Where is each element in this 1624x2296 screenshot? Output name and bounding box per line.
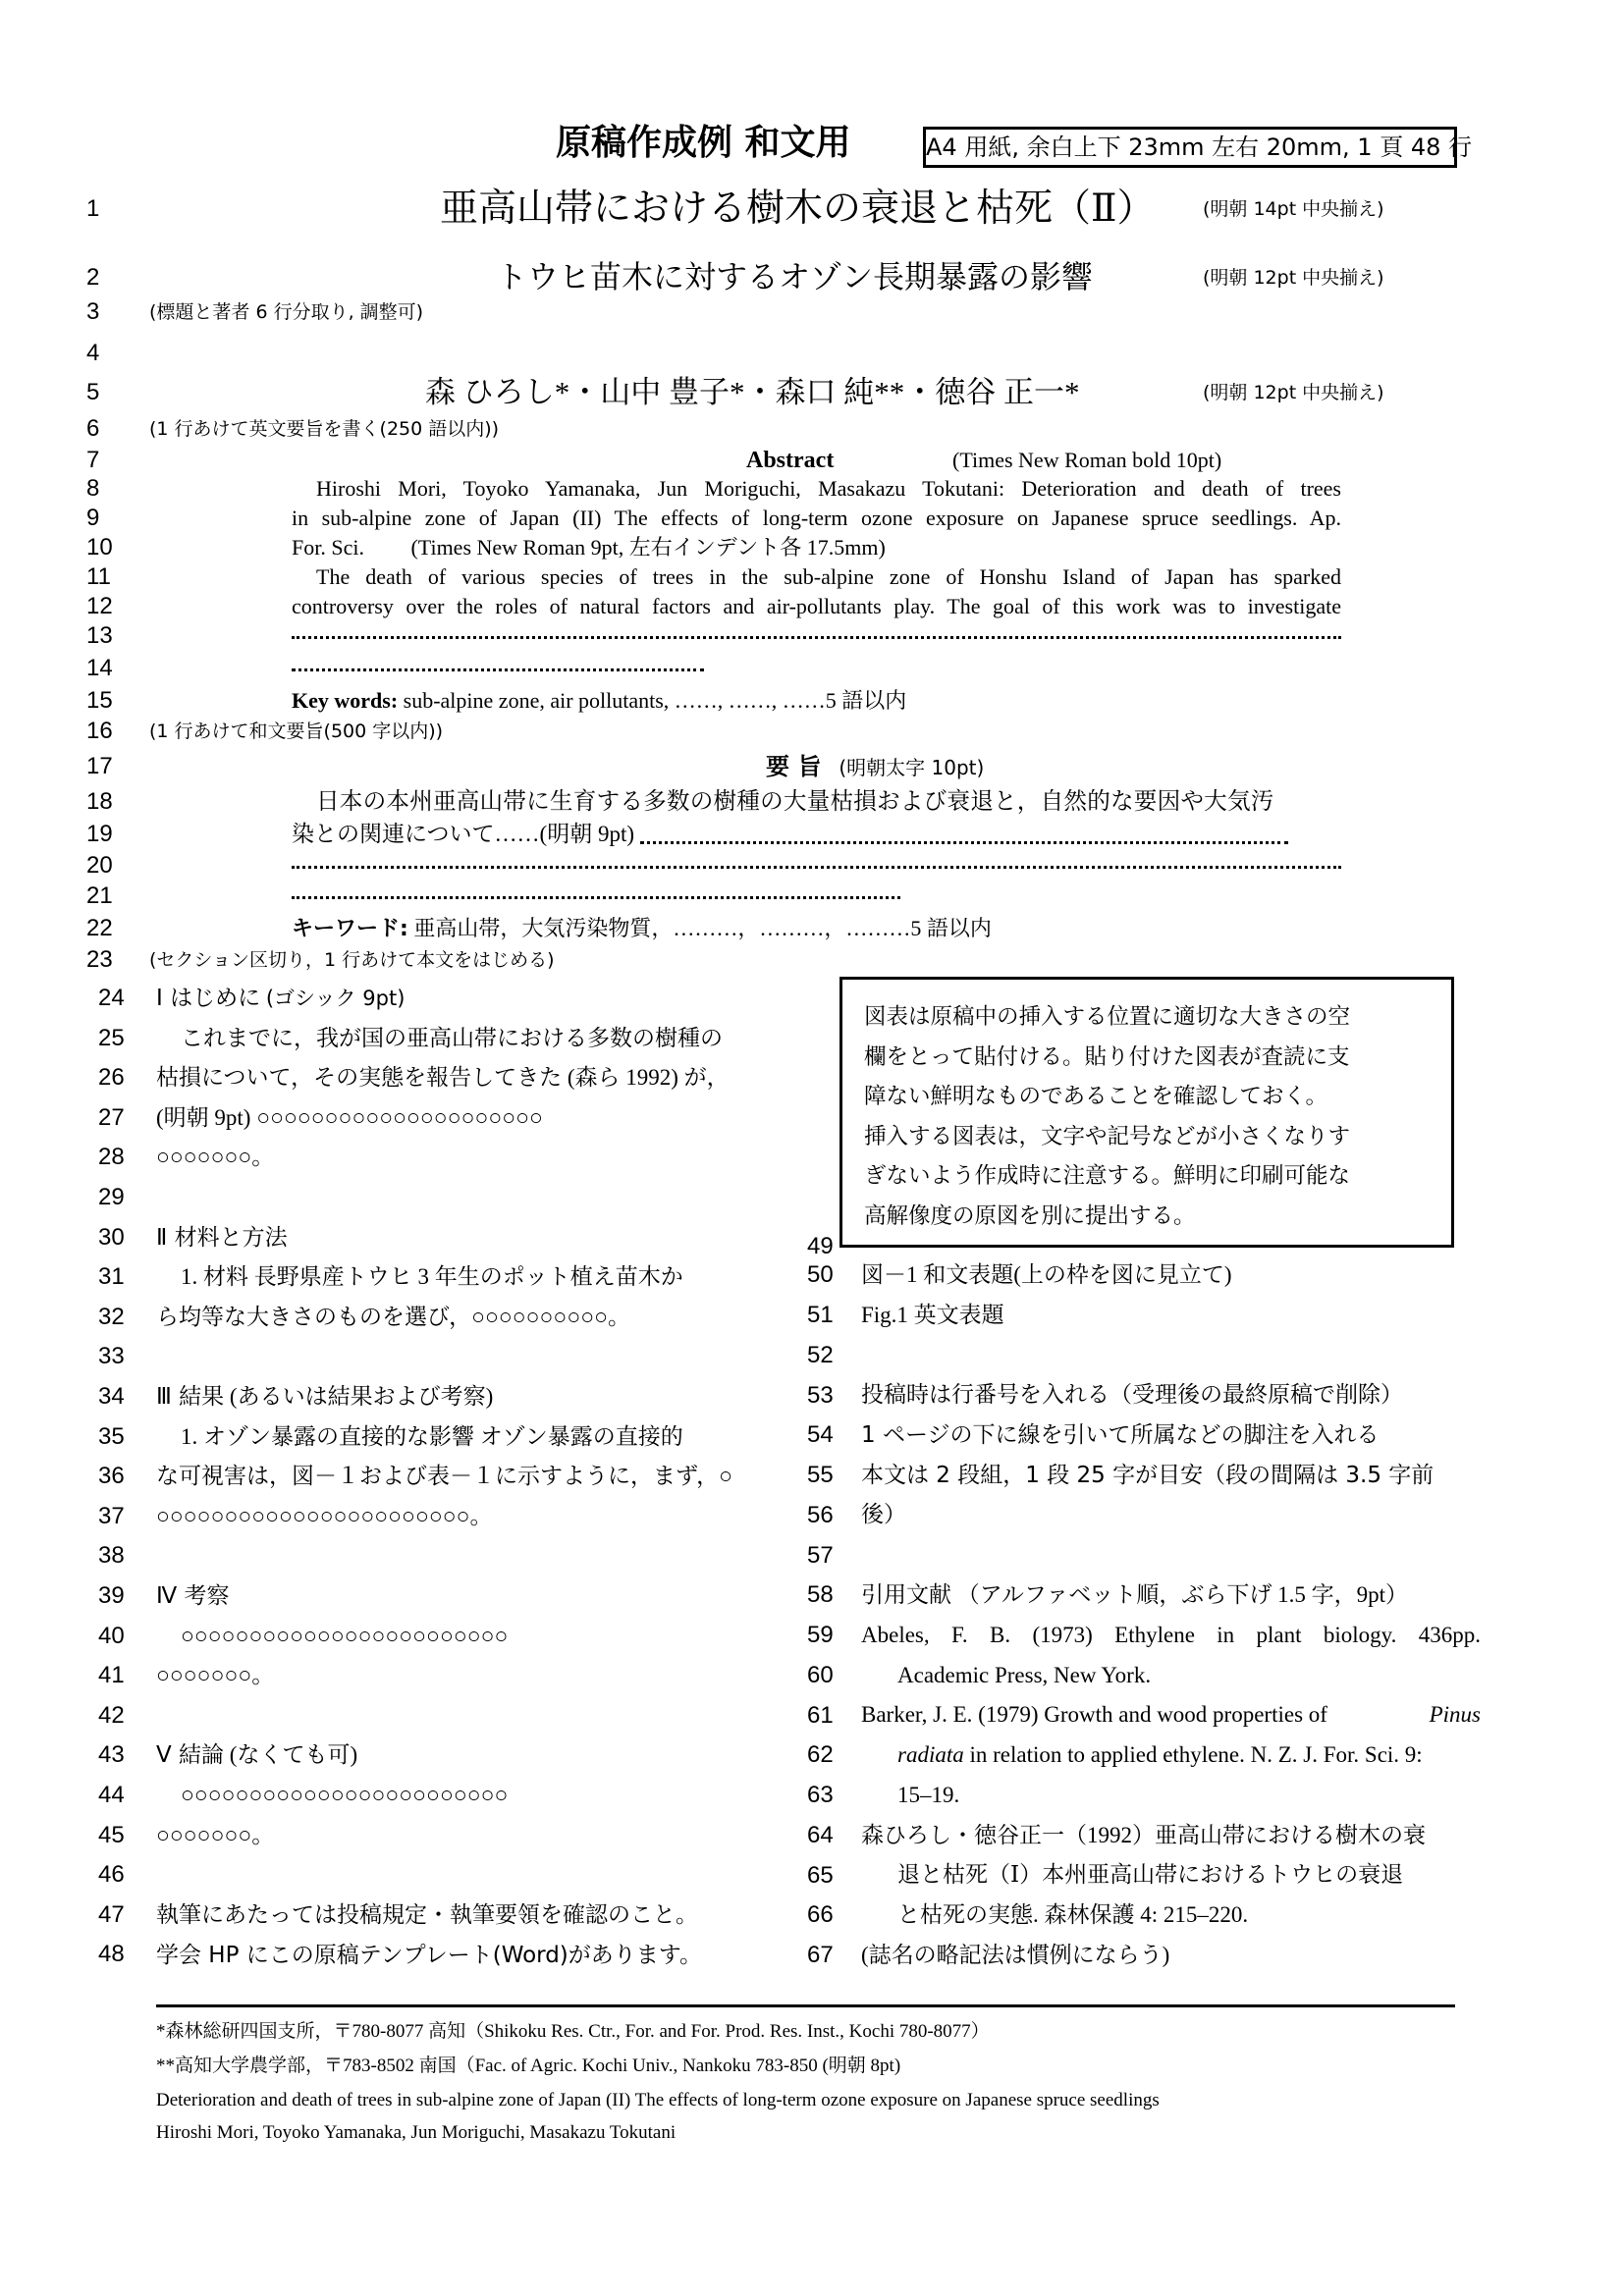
reference-text: Barker, J. E. (1979) Growth and wood properties of bbox=[861, 1702, 1327, 1727]
guideline-note: 執筆にあたっては投稿規定・執筆要領を確認のこと。 bbox=[156, 1902, 698, 1928]
line-number: 60 bbox=[807, 1661, 834, 1688]
abstract-line: The death of various species of trees in the sub-alpine zone of Honshu Island of Japan has sparked bbox=[316, 564, 1341, 589]
line-number: 44 bbox=[98, 1782, 125, 1808]
section-heading-note: (なくても可) bbox=[229, 1742, 358, 1767]
section-break-note: (セクション区切り，1 行あけて本文をはじめる) bbox=[149, 949, 555, 971]
line-number: 66 bbox=[807, 1901, 834, 1929]
line-number: 47 bbox=[98, 1900, 125, 1928]
japanese-abstract-line: 日本の本州亜高山帯に生育する多数の樹種の大量枯損および衰退と，自然的な要因や大気汚 bbox=[316, 789, 1274, 815]
section-heading-note: (あるいは結果および考察) bbox=[229, 1384, 494, 1409]
line-number: 53 bbox=[807, 1381, 834, 1409]
line-number: 43 bbox=[98, 1741, 125, 1769]
japanese-abstract-line bbox=[292, 820, 1288, 849]
line-number: 19 bbox=[86, 821, 113, 847]
paper-subtitle-note: (明朝 12pt 中央揃え) bbox=[1203, 267, 1384, 289]
reference-species: radiata bbox=[897, 1742, 964, 1767]
paper-subtitle: トウヒ苗木に対するオゾン長期暴露の影響 bbox=[496, 259, 1094, 294]
line-number: 49 bbox=[807, 1233, 834, 1259]
abstract-format-note: (Times New Roman 9pt, 左右インデント各 17.5mm) bbox=[410, 535, 886, 560]
keywords-value: sub-alpine zone, air pollutants, ……, ……, ……5 語以内 bbox=[403, 688, 907, 713]
body-line: ○○○○○○○。 bbox=[156, 1823, 275, 1847]
line-number: 50 bbox=[807, 1261, 834, 1288]
abstract-line: controversy over the roles of natural factors and air-pollutants play. The goal of this work was to investigate bbox=[292, 594, 1341, 618]
keywords-label: Key words: bbox=[292, 688, 399, 713]
line-number: 27 bbox=[98, 1103, 125, 1131]
line-number: 20 bbox=[86, 852, 113, 879]
line-number: 37 bbox=[98, 1502, 125, 1529]
authors: 森 ひろし*・山中 豊子*・森口 純**・徳谷 正一* bbox=[425, 375, 1080, 409]
japanese-abstract-heading-note: (明朝太字 10pt) bbox=[839, 756, 985, 779]
line-number: 52 bbox=[807, 1341, 834, 1368]
line-number: 54 bbox=[807, 1421, 834, 1449]
japanese-abstract-heading-row bbox=[766, 752, 984, 781]
body-line: 1. オゾン暴露の直接的な影響 オゾン暴露の直接的 bbox=[181, 1424, 683, 1449]
section-heading-text: Ⅲ 結果 bbox=[156, 1384, 225, 1410]
figure-box-line: 障ない鮮明なものであることを確認しておく。 bbox=[864, 1084, 1328, 1109]
line-number: 1 bbox=[86, 195, 100, 222]
column-note-cont: 後） bbox=[861, 1502, 906, 1527]
figure-caption-ja: 図－1 和文表題(上の枠を図に見立て) bbox=[861, 1262, 1232, 1287]
line-number: 45 bbox=[98, 1821, 125, 1848]
line-number: 32 bbox=[98, 1303, 125, 1330]
placeholder-dots bbox=[640, 828, 1288, 844]
body-line: ○○○○○○○○○○○○○○○○○○○○○○○○ bbox=[181, 1624, 509, 1648]
abstract-line: in sub-alpine zone of Japan (II) The effects of long-term ozone exposure on Japanese spruce seedlings. Ap. bbox=[292, 506, 1341, 530]
line-number: 39 bbox=[98, 1582, 125, 1609]
figure-box-line: 欄をとって貼付ける。貼り付けた図表が査読に支 bbox=[864, 1043, 1350, 1070]
line-number: 59 bbox=[807, 1622, 834, 1648]
line-number: 16 bbox=[86, 718, 113, 744]
reference-line: Abeles, F. B. (1973) Ethylene in plant biology. 436pp. bbox=[861, 1623, 1481, 1647]
column-note: 本文は 2 段組，1 段 25 字が目安（段の間隔は 3.5 字前 bbox=[861, 1463, 1435, 1488]
line-number: 29 bbox=[98, 1184, 125, 1210]
reference-line: 退と枯死（Ⅰ）本州亜高山帯におけるトウヒの衰退 bbox=[897, 1862, 1404, 1887]
line-number: 55 bbox=[807, 1462, 834, 1488]
template-title: 原稿作成例 和文用 bbox=[556, 123, 851, 163]
japanese-abstract-placeholder-dots bbox=[292, 852, 1341, 869]
section-heading-methods: Ⅱ 材料と方法 bbox=[156, 1225, 288, 1251]
reference-line: 森ひろし・徳谷正一（1992）亜高山帯における樹木の衰 bbox=[861, 1823, 1426, 1847]
line-number: 4 bbox=[86, 340, 100, 366]
line-number: 41 bbox=[98, 1662, 125, 1689]
paper-title: 亜高山帯における樹木の衰退と枯死（Ⅱ） bbox=[440, 187, 1156, 230]
line-number: 2 bbox=[86, 264, 100, 291]
authors-note: (明朝 12pt 中央揃え) bbox=[1203, 382, 1384, 403]
body-line: これまでに，我が国の亜高山帯における多数の樹種の bbox=[181, 1026, 723, 1050]
abstract-line bbox=[292, 533, 886, 562]
japanese-abstract-line-text: 染との関連について……(明朝 9pt) bbox=[292, 822, 634, 846]
reference-line: と枯死の実態. 森林保護 4: 215–220. bbox=[897, 1902, 1249, 1927]
japanese-abstract-placeholder-dots bbox=[292, 882, 900, 899]
line-number: 64 bbox=[807, 1821, 834, 1848]
abstract-placeholder-dots bbox=[292, 622, 1341, 639]
reference-species: Pinus bbox=[1429, 1702, 1481, 1727]
reference-line bbox=[861, 1700, 1481, 1730]
body-line: ○○○○○○○。 bbox=[156, 1145, 275, 1169]
line-number: 35 bbox=[98, 1422, 125, 1450]
body-line: な可視害は，図－１および表－１に示すように，まず，○ bbox=[156, 1464, 733, 1488]
footnote-english-title: Deterioration and death of trees in sub-alpine zone of Japan (II) The effects of long-term ozone exposure on Japanese spruce seedlings bbox=[156, 2090, 1160, 2110]
references-heading-note: （アルファベット順，ぶら下げ 1.5 字，9pt） bbox=[956, 1582, 1409, 1607]
line-number: 21 bbox=[86, 882, 113, 909]
japanese-abstract-heading: 要 旨 bbox=[766, 753, 822, 780]
japanese-keywords-value: 亜高山帯，大気汚染物質，………，………，………5 語以内 bbox=[413, 916, 992, 940]
footnote-rule bbox=[156, 2004, 1455, 2007]
line-number: 34 bbox=[98, 1383, 125, 1410]
line-number: 6 bbox=[86, 415, 100, 442]
footnote-affiliation-2: **高知大学農学部，〒783-8502 南国（Fac. of Agric. Kochi Univ., Nankoku 783-850 (明朝 8pt) bbox=[156, 2056, 901, 2076]
line-number: 51 bbox=[807, 1302, 834, 1328]
body-line: ○○○○○○○。 bbox=[156, 1663, 275, 1687]
figure-box-line: ぎないよう作成時に注意する。鮮明に印刷可能な bbox=[864, 1163, 1351, 1189]
figure-box-line: 図表は原稿中の挿入する位置に適切な大きさの空 bbox=[864, 1004, 1351, 1030]
line-number: 30 bbox=[98, 1223, 125, 1251]
line-number: 24 bbox=[98, 985, 125, 1011]
reference-line: Academic Press, New York. bbox=[897, 1663, 1152, 1687]
abstract-keywords bbox=[292, 686, 906, 716]
abstract-line-text: For. Sci. bbox=[292, 535, 364, 560]
line-number: 42 bbox=[98, 1701, 125, 1729]
line-number: 5 bbox=[86, 379, 100, 405]
line-number: 61 bbox=[807, 1701, 834, 1729]
line-number: 46 bbox=[98, 1861, 125, 1889]
japanese-keywords-label: キーワード: bbox=[292, 917, 408, 941]
section-heading-conclusion bbox=[156, 1740, 357, 1770]
japanese-keywords bbox=[292, 914, 992, 943]
line-number: 31 bbox=[98, 1263, 125, 1291]
reference-line bbox=[897, 1740, 1423, 1770]
section-heading-discussion: Ⅳ 考察 bbox=[156, 1583, 230, 1609]
line-number: 8 bbox=[86, 475, 100, 502]
line-number: 15 bbox=[86, 687, 113, 714]
line-number: 13 bbox=[86, 622, 113, 649]
reference-line: 15–19. bbox=[897, 1783, 960, 1807]
line-number: 18 bbox=[86, 788, 113, 815]
line-number: 12 bbox=[86, 593, 113, 619]
line-number: 48 bbox=[98, 1941, 125, 1968]
abstract-placeholder-dots bbox=[292, 655, 704, 671]
body-line: 1. 材料 長野県産トウヒ 3 年生のポット植え苗木か bbox=[181, 1264, 683, 1289]
line-number: 65 bbox=[807, 1861, 834, 1889]
figure-placeholder-box bbox=[839, 977, 1454, 1248]
reference-text: in relation to applied ethylene. N. Z. J. For. Sci. 9: bbox=[963, 1742, 1423, 1767]
line-number: 40 bbox=[98, 1622, 125, 1649]
paper-title-note: (明朝 14pt 中央揃え) bbox=[1203, 198, 1384, 220]
title-spacing-note: (標題と著者 6 行分取り, 調整可) bbox=[149, 301, 424, 323]
line-number: 14 bbox=[86, 655, 113, 681]
japanese-abstract-instruction: (1 行あけて和文要旨(500 字以内)) bbox=[149, 721, 444, 742]
abstract-instruction: (1 行あけて英文要旨を書く(250 語以内)) bbox=[149, 418, 500, 440]
references-heading-text: 引用文献 bbox=[861, 1582, 951, 1608]
line-number: 63 bbox=[807, 1782, 834, 1808]
footnote-note: 1 ページの下に線を引いて所属などの脚注を入れる bbox=[861, 1422, 1380, 1448]
body-line: 枯損について，その実態を報告してきた (森ら 1992) が， bbox=[156, 1065, 730, 1090]
figure-caption-en: Fig.1 英文表題 bbox=[861, 1303, 1004, 1327]
abstract-heading-note: (Times New Roman bold 10pt) bbox=[952, 448, 1222, 472]
body-line: ら均等な大きさのものを選び，○○○○○○○○○○。 bbox=[156, 1305, 631, 1329]
abstract-heading: Abstract bbox=[746, 448, 835, 473]
figure-box-line: 高解像度の原図を別に提出する。 bbox=[864, 1202, 1196, 1229]
line-number: 58 bbox=[807, 1581, 834, 1609]
line-number: 56 bbox=[807, 1501, 834, 1528]
template-note: 学会 HP にこの原稿テンプレート(Word)があります。 bbox=[156, 1943, 702, 1968]
figure-box-line: 挿入する図表は，文字や記号などが小さくなりす bbox=[864, 1123, 1351, 1149]
line-number: 11 bbox=[86, 563, 111, 590]
line-number: 9 bbox=[86, 505, 100, 531]
line-number: 17 bbox=[86, 753, 113, 779]
line-number: 22 bbox=[86, 915, 113, 941]
line-number: 28 bbox=[98, 1144, 125, 1171]
line-number: 25 bbox=[98, 1024, 125, 1051]
section-heading-intro bbox=[156, 984, 405, 1013]
reference-note: (誌名の略記法は慣例にならう) bbox=[861, 1943, 1170, 1967]
line-number: 3 bbox=[86, 298, 100, 325]
footnote-english-authors: Hiroshi Mori, Toyoko Yamanaka, Jun Moriguchi, Masakazu Tokutani bbox=[156, 2122, 677, 2143]
line-number: 23 bbox=[86, 946, 113, 973]
format-spec-box: A4 用紙, 余白上下 23mm 左右 20mm, 1 頁 48 行 bbox=[923, 127, 1457, 168]
section-heading-text: Ⅰ はじめに bbox=[156, 986, 261, 1011]
line-number: 36 bbox=[98, 1463, 125, 1490]
line-number: 38 bbox=[98, 1542, 125, 1570]
line-number: 67 bbox=[807, 1942, 834, 1968]
body-line: (明朝 9pt) ○○○○○○○○○○○○○○○○○○○○○ bbox=[156, 1105, 543, 1130]
line-number: 33 bbox=[98, 1343, 125, 1370]
section-heading-note: (ゴシック 9pt) bbox=[265, 987, 406, 1010]
line-number: 62 bbox=[807, 1741, 834, 1769]
line-number: 26 bbox=[98, 1064, 125, 1092]
section-heading-text: Ⅴ 結論 bbox=[156, 1742, 225, 1768]
footnote-affiliation-1: *森林総研四国支所，〒780-8077 高知（Shikoku Res. Ctr., For. and For. Prod. Res. Inst., Kochi 780-8077） bbox=[156, 2021, 990, 2042]
section-heading-results bbox=[156, 1382, 493, 1412]
figure-box-text bbox=[864, 997, 1350, 1236]
line-number: 10 bbox=[86, 534, 113, 561]
line-number: 7 bbox=[86, 447, 100, 473]
line-number-note: 投稿時は行番号を入れる（受理後の最終原稿で削除） bbox=[861, 1382, 1403, 1408]
body-line: ○○○○○○○○○○○○○○○○○○○○○○○。 bbox=[156, 1504, 493, 1528]
body-line: ○○○○○○○○○○○○○○○○○○○○○○○○ bbox=[181, 1783, 509, 1807]
line-number: 57 bbox=[807, 1541, 834, 1569]
references-heading bbox=[861, 1580, 1408, 1610]
abstract-line: Hiroshi Mori, Toyoko Yamanaka, Jun Moriguchi, Masakazu Tokutani: Deterioration and death of trees bbox=[316, 476, 1341, 501]
